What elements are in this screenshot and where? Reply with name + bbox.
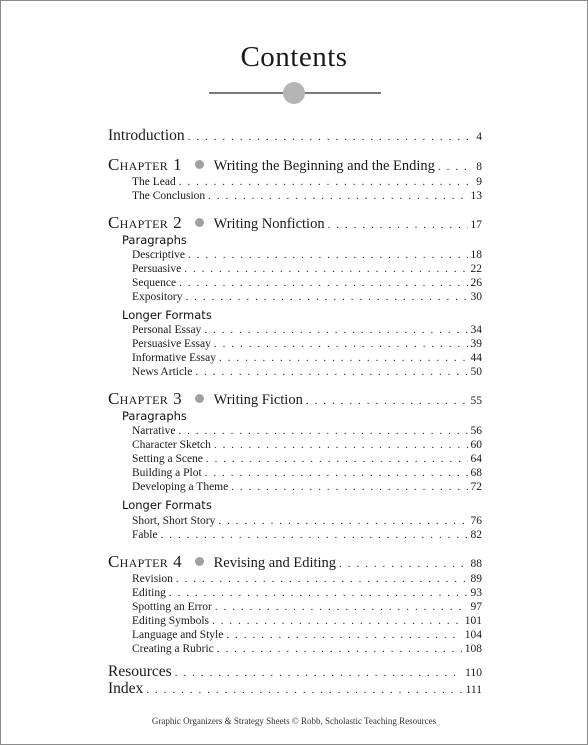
toc-entry[interactable]	[108, 190, 482, 202]
toc-entry[interactable]	[108, 176, 482, 188]
toc-label: Character Sketch	[132, 439, 211, 451]
section-heading: Longer Formats	[122, 498, 212, 512]
toc-entry[interactable]	[108, 439, 482, 451]
dot-leader	[438, 161, 473, 173]
dot-leader	[306, 395, 468, 407]
toc-entry[interactable]	[108, 573, 482, 585]
toc-page: 13	[470, 190, 482, 202]
toc-label: Persuasive	[132, 263, 182, 275]
toc-page: 110	[465, 667, 482, 679]
toc-entry[interactable]	[108, 263, 482, 275]
toc-page: 93	[470, 587, 482, 599]
chapter-number: 4	[173, 552, 182, 571]
dot-leader	[185, 291, 467, 303]
toc-page: 55	[470, 395, 482, 407]
chapter-number: 2	[173, 213, 182, 232]
dot-leader	[205, 467, 468, 479]
toc-page: 72	[470, 481, 482, 493]
chapter-word: Chapter	[108, 155, 169, 174]
toc-page: 4	[476, 131, 482, 143]
toc-entry[interactable]	[108, 601, 482, 613]
table-of-contents	[108, 1, 482, 744]
toc-entry[interactable]	[108, 515, 482, 527]
toc-label: Narrative	[132, 425, 176, 437]
toc-label: Language and Style	[132, 629, 224, 641]
bullet-icon	[195, 557, 204, 566]
chapter-title: Revising and Editing	[213, 555, 337, 571]
toc-page: 64	[470, 453, 482, 465]
dot-leader	[179, 176, 474, 188]
dot-leader	[231, 481, 467, 493]
dot-leader	[161, 529, 468, 541]
toc-page: 60	[470, 439, 482, 451]
toc-page: 26	[470, 277, 482, 289]
toc-page: 34	[470, 324, 482, 336]
chapter-title: Writing Fiction	[213, 392, 303, 408]
toc-entry[interactable]	[108, 277, 482, 289]
toc-entry[interactable]	[108, 291, 482, 303]
toc-label: Index	[108, 680, 144, 697]
dot-leader	[219, 352, 468, 364]
bullet-icon	[195, 160, 204, 169]
dot-leader	[176, 573, 468, 585]
toc-entry[interactable]	[108, 425, 482, 437]
toc-label: Building a Plot	[132, 467, 202, 479]
dot-leader	[146, 684, 462, 696]
toc-page: 82	[470, 529, 482, 541]
dot-leader	[175, 667, 462, 679]
toc-page: 56	[470, 425, 482, 437]
dot-leader	[204, 324, 467, 336]
toc-introduction[interactable]	[108, 127, 482, 145]
toc-entry[interactable]	[108, 249, 482, 261]
toc-index[interactable]	[108, 680, 482, 698]
dot-leader	[188, 131, 474, 143]
dot-leader	[217, 643, 462, 655]
toc-entry[interactable]	[108, 366, 482, 378]
page-title: Contents	[240, 41, 348, 73]
toc-chapter-3[interactable]	[108, 389, 482, 409]
section-heading: Paragraphs	[122, 233, 187, 247]
toc-entry[interactable]	[108, 529, 482, 541]
chapter-word: Chapter	[108, 552, 169, 571]
toc-page: 104	[464, 629, 482, 641]
toc-page: 18	[470, 249, 482, 261]
toc-page: 22	[470, 263, 482, 275]
dot-leader	[214, 338, 468, 350]
toc-page: 50	[470, 366, 482, 378]
toc-label: The Conclusion	[132, 190, 206, 202]
dot-leader	[218, 515, 467, 527]
toc-page: 39	[470, 338, 482, 350]
toc-page: 76	[470, 515, 482, 527]
toc-page: 97	[470, 601, 482, 613]
toc-entry[interactable]	[108, 481, 482, 493]
chapter-word: Chapter	[108, 213, 169, 232]
dot-leader	[208, 190, 467, 202]
toc-label: Expository	[132, 291, 183, 303]
toc-page: 68	[470, 467, 482, 479]
dot-leader	[328, 219, 468, 231]
toc-label: The Lead	[132, 176, 176, 188]
dot-leader	[178, 425, 467, 437]
toc-resources[interactable]	[108, 663, 482, 681]
dot-leader	[212, 615, 462, 627]
chapter-word: Chapter	[108, 389, 169, 408]
dot-leader	[188, 249, 467, 261]
toc-label: Introduction	[108, 127, 185, 144]
toc-entry[interactable]	[108, 352, 482, 364]
toc-label: Setting a Scene	[132, 453, 203, 465]
toc-page: 111	[465, 684, 482, 696]
toc-chapter-2[interactable]	[108, 213, 482, 233]
toc-page: 89	[470, 573, 482, 585]
chapter-number: 3	[173, 389, 182, 408]
toc-label: Persuasive Essay	[132, 338, 211, 350]
dot-leader	[339, 558, 467, 570]
toc-chapter-4[interactable]	[108, 552, 482, 572]
toc-label: Editing	[132, 587, 166, 599]
toc-page: 88	[470, 558, 482, 570]
toc-page: 44	[470, 352, 482, 364]
toc-page: 108	[464, 643, 482, 655]
toc-page: 30	[470, 291, 482, 303]
toc-label: Sequence	[132, 277, 177, 289]
toc-label: Descriptive	[132, 249, 186, 261]
toc-page: 101	[464, 615, 482, 627]
chapter-number: 1	[173, 155, 182, 174]
toc-label: Resources	[108, 663, 172, 680]
toc-label: Short, Short Story	[132, 515, 216, 527]
toc-label: News Article	[132, 366, 193, 378]
dot-leader	[195, 366, 467, 378]
toc-label: Editing Symbols	[132, 615, 209, 627]
dot-leader	[226, 629, 461, 641]
page-footer: Graphic Organizers & Strategy Sheets © Robb, Scholastic Teaching Resources	[151, 716, 437, 726]
toc-entry[interactable]	[108, 587, 482, 599]
dot-leader	[179, 277, 467, 289]
toc-label: Informative Essay	[132, 352, 216, 364]
toc-entry[interactable]	[108, 338, 482, 350]
toc-entry[interactable]	[108, 629, 482, 641]
toc-chapter-1[interactable]	[108, 155, 482, 175]
toc-label: Revision	[132, 573, 173, 585]
chapter-title: Writing Nonfiction	[213, 216, 325, 232]
bullet-icon	[195, 394, 204, 403]
toc-label: Personal Essay	[132, 324, 202, 336]
dot-leader	[169, 587, 468, 599]
toc-page: 8	[476, 161, 482, 173]
toc-entry[interactable]	[108, 324, 482, 336]
section-heading: Longer Formats	[122, 308, 212, 322]
bullet-icon	[195, 218, 204, 227]
toc-entry[interactable]	[108, 453, 482, 465]
chapter-title: Writing the Beginning and the Ending	[213, 158, 435, 174]
dot-leader	[214, 439, 468, 451]
toc-label: Spotting an Error	[132, 601, 212, 613]
dot-leader	[215, 601, 468, 613]
toc-label: Developing a Theme	[132, 481, 229, 493]
toc-entry[interactable]	[108, 615, 482, 627]
section-heading: Paragraphs	[122, 409, 187, 423]
dot-leader	[206, 453, 468, 465]
toc-label: Fable	[132, 529, 158, 541]
toc-page: 17	[470, 219, 482, 231]
toc-label: Creating a Rubric	[132, 643, 214, 655]
toc-entry[interactable]	[108, 643, 482, 655]
toc-page: 9	[476, 176, 482, 188]
dot-leader	[184, 263, 467, 275]
toc-entry[interactable]	[108, 467, 482, 479]
